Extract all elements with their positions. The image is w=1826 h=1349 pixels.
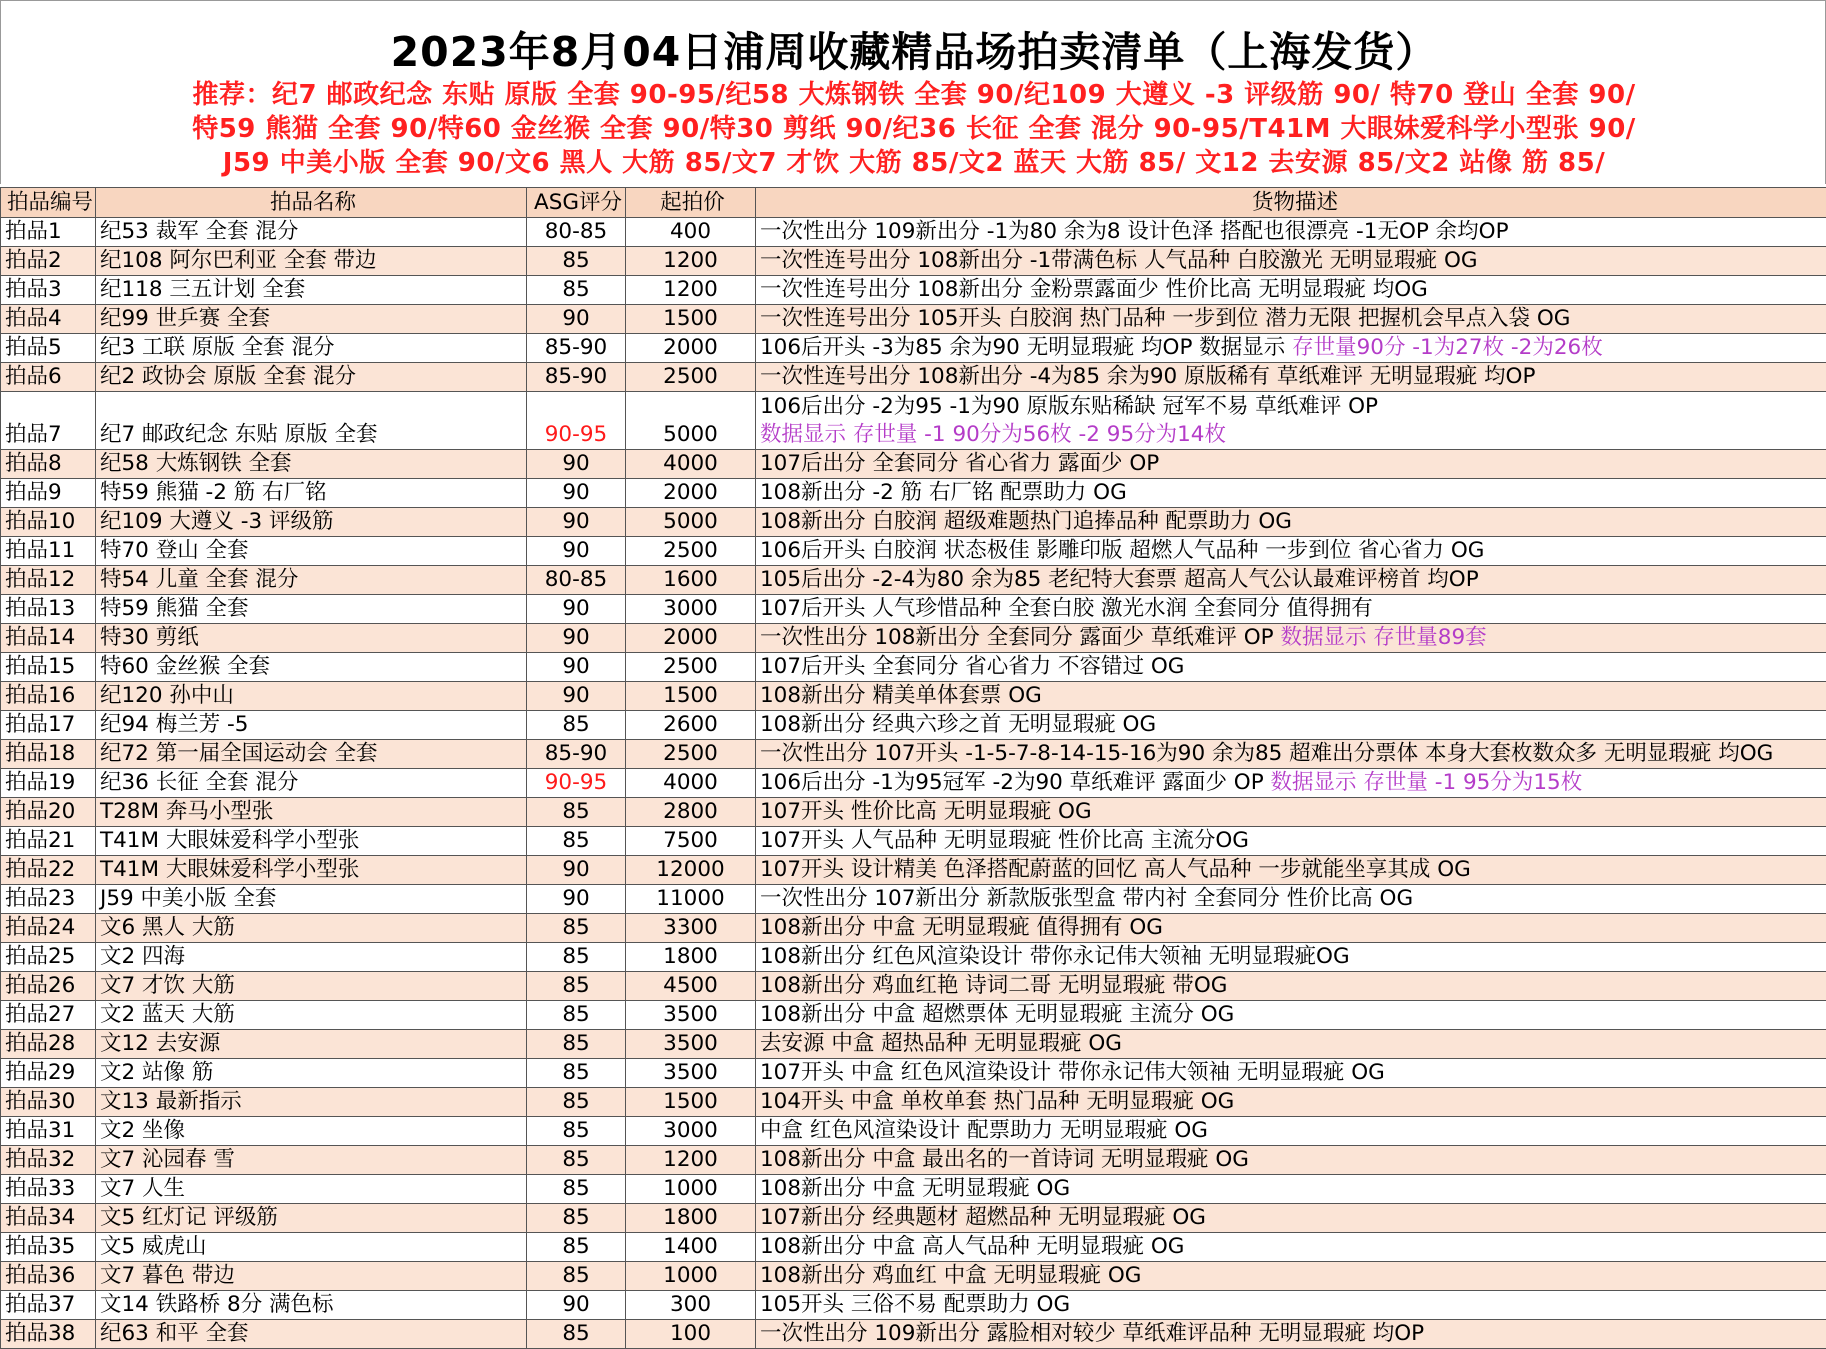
cell-description (756, 1262, 1826, 1291)
table-row (1, 450, 1826, 479)
cell-start-price: 400 (626, 218, 756, 247)
cell-lot-name: 纪7 邮政纪念 东贴 原版 全套 (96, 392, 527, 450)
header-start-price: 起拍价 (626, 188, 756, 218)
description-text: 一次性出分 107开头 -1-5-7-8-14-15-16为90 余为85 超难出分票体 本身大套枚数众多 无明显瑕疵 均OG (760, 741, 1773, 766)
cell-lot-name: 纪58 大炼钢铁 全套 (96, 450, 527, 479)
description-text: 107开头 设计精美 色泽搭配蔚蓝的回忆 高人气品种 一步就能坐享其成 OG (760, 857, 1471, 882)
table-row (1, 740, 1826, 769)
cell-asg-score: 90 (527, 1291, 626, 1320)
cell-lot-name: 特30 剪纸 (96, 624, 527, 653)
cell-lot-id: 拍品6 (1, 363, 96, 392)
cell-description (756, 1146, 1826, 1175)
cell-lot-id: 拍品16 (1, 682, 96, 711)
cell-asg-score: 85 (527, 1262, 626, 1291)
cell-lot-id: 拍品25 (1, 943, 96, 972)
cell-lot-id: 拍品18 (1, 740, 96, 769)
cell-description (756, 450, 1826, 479)
cell-start-price: 3500 (626, 1030, 756, 1059)
cell-lot-id: 拍品35 (1, 1233, 96, 1262)
cell-asg-score: 90 (527, 885, 626, 914)
cell-start-price: 1400 (626, 1233, 756, 1262)
description-text: 108新出分 鸡血红 中盒 无明显瑕疵 OG (760, 1263, 1141, 1288)
cell-lot-id: 拍品11 (1, 537, 96, 566)
cell-lot-name: T28M 奔马小型张 (96, 798, 527, 827)
cell-description (756, 624, 1826, 653)
recommend-line-1: 推荐：纪7 邮政纪念 东贴 原版 全套 90-95/纪58 大炼钢铁 全套 90/纪109 大遵义 -3 评级筋 90/ 特70 登山 全套 90/ (1, 74, 1826, 111)
description-text: 108新出分 经典六珍之首 无明显瑕疵 OG (760, 712, 1156, 737)
cell-description (756, 1204, 1826, 1233)
table-row (1, 537, 1826, 566)
cell-lot-id: 拍品12 (1, 566, 96, 595)
cell-lot-name: 特54 儿童 全套 混分 (96, 566, 527, 595)
description-text: 一次性连号出分 108新出分 -4为85 余为90 原版稀有 草纸难评 无明显瑕疵 均OP (760, 364, 1535, 389)
cell-description (756, 1059, 1826, 1088)
description-text: 106后开头 白胶润 状态极佳 影雕印版 超燃人气品种 一步到位 省心省力 OG (760, 538, 1484, 563)
cell-asg-score: 85 (527, 1146, 626, 1175)
cell-lot-name: 文7 才饮 大筋 (96, 972, 527, 1001)
data-note: 存世量90分 -1为27枚 -2为26枚 (1292, 335, 1603, 360)
header-lot-id: 拍品编号 (1, 188, 96, 218)
recommend-line-2: 特59 熊猫 全套 90/特60 金丝猴 全套 90/特30 剪纸 90/纪36 长征 全套 混分 90-95/T41M 大眼妹爱科学小型张 90/ (1, 108, 1826, 145)
cell-lot-id: 拍品31 (1, 1117, 96, 1146)
table-row (1, 1175, 1826, 1204)
cell-asg-score: 90 (527, 305, 626, 334)
table-row (1, 595, 1826, 624)
cell-description (756, 363, 1826, 392)
cell-lot-name: 文12 去安源 (96, 1030, 527, 1059)
cell-asg-score: 85 (527, 1059, 626, 1088)
cell-lot-name: T41M 大眼妹爱科学小型张 (96, 856, 527, 885)
cell-start-price: 1800 (626, 943, 756, 972)
cell-lot-name: 纪36 长征 全套 混分 (96, 769, 527, 798)
cell-lot-id: 拍品27 (1, 1001, 96, 1030)
description-text: 106后出分 -1为95冠军 -2为90 草纸难评 露面少 OP (760, 770, 1271, 795)
description-text: 107后开头 全套同分 省心省力 不容错过 OG (760, 654, 1184, 679)
cell-lot-id: 拍品30 (1, 1088, 96, 1117)
cell-asg-score: 85 (527, 943, 626, 972)
cell-lot-id: 拍品19 (1, 769, 96, 798)
cell-lot-id: 拍品17 (1, 711, 96, 740)
cell-lot-id: 拍品33 (1, 1175, 96, 1204)
description-text: 107开头 中盒 红色风渲染设计 带你永记伟大领袖 无明显瑕疵 OG (760, 1060, 1385, 1085)
auction-table (0, 187, 1826, 1349)
table-row (1, 914, 1826, 943)
cell-description (756, 711, 1826, 740)
cell-description (756, 653, 1826, 682)
cell-lot-id: 拍品2 (1, 247, 96, 276)
cell-asg-score: 80-85 (527, 566, 626, 595)
table-row (1, 566, 1826, 595)
cell-lot-id: 拍品23 (1, 885, 96, 914)
cell-lot-id: 拍品3 (1, 276, 96, 305)
cell-lot-name: 特70 登山 全套 (96, 537, 527, 566)
table-row (1, 334, 1826, 363)
cell-asg-score: 85 (527, 276, 626, 305)
cell-lot-name: 文2 四海 (96, 943, 527, 972)
cell-description (756, 885, 1826, 914)
table-row (1, 798, 1826, 827)
description-text: 108新出分 中盒 无明显瑕疵 OG (760, 1176, 1070, 1201)
description-text: 105开头 三俗不易 配票助力 OG (760, 1292, 1070, 1317)
cell-lot-name: 文14 铁路桥 8分 满色标 (96, 1291, 527, 1320)
table-row (1, 943, 1826, 972)
cell-lot-id: 拍品1 (1, 218, 96, 247)
cell-start-price: 4500 (626, 972, 756, 1001)
cell-asg-score: 85 (527, 798, 626, 827)
cell-description (756, 914, 1826, 943)
description-text: 一次性出分 109新出分 露脸相对较少 草纸难评品种 无明显瑕疵 均OP (760, 1321, 1424, 1346)
cell-lot-id: 拍品4 (1, 305, 96, 334)
cell-lot-name: T41M 大眼妹爱科学小型张 (96, 827, 527, 856)
cell-description (756, 479, 1826, 508)
cell-description (756, 1001, 1826, 1030)
description-text: 108新出分 精美单体套票 OG (760, 683, 1042, 708)
table-row (1, 769, 1826, 798)
cell-start-price: 1200 (626, 247, 756, 276)
cell-asg-score: 85 (527, 827, 626, 856)
cell-description (756, 1088, 1826, 1117)
cell-lot-name: 纪120 孙中山 (96, 682, 527, 711)
cell-start-price: 1200 (626, 1146, 756, 1175)
table-row (1, 1233, 1826, 1262)
description-text: 108新出分 中盒 高人气品种 无明显瑕疵 OG (760, 1234, 1184, 1259)
cell-lot-id: 拍品24 (1, 914, 96, 943)
cell-start-price: 1000 (626, 1262, 756, 1291)
cell-lot-name: 纪109 大遵义 -3 评级筋 (96, 508, 527, 537)
cell-lot-name: 纪3 工联 原版 全套 混分 (96, 334, 527, 363)
table-row (1, 392, 1826, 450)
table-row (1, 1320, 1826, 1349)
table-row (1, 856, 1826, 885)
cell-asg-score: 90 (527, 653, 626, 682)
cell-asg-score: 90 (527, 508, 626, 537)
data-note: 数据显示 存世量 -1 95分为15枚 (1271, 770, 1583, 795)
cell-start-price: 11000 (626, 885, 756, 914)
description-text: 中盒 红色风渲染设计 配票助力 无明显瑕疵 OG (760, 1118, 1208, 1143)
description-text: 105后出分 -2-4为80 余为85 老纪特大套票 超高人气公认最难评榜首 均OP (760, 567, 1479, 592)
description-text: 107开头 性价比高 无明显瑕疵 OG (760, 799, 1092, 824)
header-description: 货物描述 (756, 188, 1826, 218)
table-row (1, 624, 1826, 653)
cell-asg-score: 85-90 (527, 334, 626, 363)
cell-asg-score: 90 (527, 537, 626, 566)
table-row (1, 247, 1826, 276)
cell-lot-name: 纪118 三五计划 全套 (96, 276, 527, 305)
cell-description (756, 943, 1826, 972)
description-text: 107后出分 全套同分 省心省力 露面少 OP (760, 451, 1159, 476)
cell-asg-score: 80-85 (527, 218, 626, 247)
cell-description (756, 1291, 1826, 1320)
description-text: 108新出分 中盒 超燃票体 无明显瑕疵 主流分 OG (760, 1002, 1234, 1027)
cell-lot-id: 拍品8 (1, 450, 96, 479)
cell-lot-id: 拍品28 (1, 1030, 96, 1059)
description-text: 107后开头 人气珍惜品种 全套白胶 激光水润 全套同分 值得拥有 (760, 596, 1373, 621)
cell-asg-score: 90 (527, 450, 626, 479)
description-text: 107开头 人气品种 无明显瑕疵 性价比高 主流分OG (760, 828, 1249, 853)
table-row (1, 885, 1826, 914)
cell-description (756, 1175, 1826, 1204)
cell-lot-name: 文7 沁园春 雪 (96, 1146, 527, 1175)
cell-lot-id: 拍品20 (1, 798, 96, 827)
table-row (1, 1262, 1826, 1291)
cell-lot-name: 文13 最新指示 (96, 1088, 527, 1117)
cell-description (756, 1320, 1826, 1349)
cell-start-price: 1600 (626, 566, 756, 595)
cell-description (756, 682, 1826, 711)
cell-start-price: 2800 (626, 798, 756, 827)
table-row (1, 363, 1826, 392)
cell-lot-name: 纪99 世乒赛 全套 (96, 305, 527, 334)
cell-description (756, 334, 1826, 363)
cell-lot-id: 拍品7 (1, 392, 96, 450)
cell-asg-score: 90 (527, 595, 626, 624)
cell-lot-name: 纪108 阿尔巴利亚 全套 带边 (96, 247, 527, 276)
cell-lot-id: 拍品13 (1, 595, 96, 624)
cell-description (756, 1030, 1826, 1059)
cell-lot-id: 拍品15 (1, 653, 96, 682)
cell-start-price: 300 (626, 1291, 756, 1320)
cell-asg-score: 85 (527, 1204, 626, 1233)
cell-start-price: 3500 (626, 1059, 756, 1088)
cell-asg-score: 85 (527, 1233, 626, 1262)
data-note: 数据显示 存世量 -1 90分为56枚 -2 95分为14枚 (760, 422, 1226, 447)
cell-lot-id: 拍品9 (1, 479, 96, 508)
cell-asg-score: 90 (527, 624, 626, 653)
cell-description (756, 1117, 1826, 1146)
cell-start-price: 4000 (626, 769, 756, 798)
cell-lot-id: 拍品37 (1, 1291, 96, 1320)
table-row (1, 711, 1826, 740)
table-row (1, 1030, 1826, 1059)
cell-asg-score: 85 (527, 1175, 626, 1204)
data-note: 数据显示 存世量89套 (1280, 625, 1486, 650)
description-text: 106后开头 -3为85 余为90 无明显瑕疵 均OP 数据显示 (760, 335, 1292, 360)
cell-asg-score: 85 (527, 1088, 626, 1117)
sheet-header (0, 0, 1826, 184)
table-row (1, 218, 1826, 247)
cell-start-price: 1000 (626, 1175, 756, 1204)
table-row (1, 1204, 1826, 1233)
table-row (1, 653, 1826, 682)
table-body (1, 218, 1826, 1349)
cell-description (756, 1233, 1826, 1262)
cell-start-price: 4000 (626, 450, 756, 479)
cell-lot-name: 特60 金丝猴 全套 (96, 653, 527, 682)
cell-lot-id: 拍品36 (1, 1262, 96, 1291)
cell-description (756, 305, 1826, 334)
cell-asg-score: 90-95 (527, 392, 626, 450)
description-text: 104开头 中盒 单枚单套 热门品种 无明显瑕疵 OG (760, 1089, 1234, 1114)
cell-asg-score: 90 (527, 479, 626, 508)
cell-lot-name: 文2 坐像 (96, 1117, 527, 1146)
table-row (1, 1117, 1826, 1146)
cell-description (756, 247, 1826, 276)
cell-start-price: 2600 (626, 711, 756, 740)
cell-lot-name: 纪53 裁军 全套 混分 (96, 218, 527, 247)
cell-start-price: 12000 (626, 856, 756, 885)
cell-description (756, 566, 1826, 595)
cell-lot-name: 文2 蓝天 大筋 (96, 1001, 527, 1030)
table-row (1, 1088, 1826, 1117)
cell-lot-name: 文6 黑人 大筋 (96, 914, 527, 943)
page-title: 2023年8月04日浦周收藏精品场拍卖清单（上海发货） (1, 19, 1826, 78)
table-header-row (1, 188, 1826, 218)
cell-start-price: 100 (626, 1320, 756, 1349)
cell-asg-score: 85-90 (527, 740, 626, 769)
cell-asg-score: 85 (527, 1117, 626, 1146)
description-text: 108新出分 中盒 最出名的一首诗词 无明显瑕疵 OG (760, 1147, 1249, 1172)
table-row (1, 1291, 1826, 1320)
cell-lot-name: 文7 暮色 带边 (96, 1262, 527, 1291)
cell-start-price: 2000 (626, 624, 756, 653)
cell-lot-id: 拍品14 (1, 624, 96, 653)
recommend-line-3: J59 中美小版 全套 90/文6 黑人 大筋 85/文7 才饮 大筋 85/文2 蓝天 大筋 85/ 文12 去安源 85/文2 站像 筋 85/ (1, 142, 1826, 179)
description-text: 一次性连号出分 105开头 白胶润 热门品种 一步到位 潜力无限 把握机会早点入袋 OG (760, 306, 1570, 331)
table-row (1, 682, 1826, 711)
cell-start-price: 7500 (626, 827, 756, 856)
description-text: 一次性连号出分 108新出分 -1带满色标 人气品种 白胶激光 无明显瑕疵 OG (760, 248, 1478, 273)
cell-start-price: 1500 (626, 682, 756, 711)
cell-start-price: 1500 (626, 1088, 756, 1117)
cell-lot-id: 拍品32 (1, 1146, 96, 1175)
cell-lot-name: 文7 人生 (96, 1175, 527, 1204)
cell-lot-name: 纪94 梅兰芳 -5 (96, 711, 527, 740)
cell-lot-id: 拍品29 (1, 1059, 96, 1088)
cell-lot-id: 拍品34 (1, 1204, 96, 1233)
cell-start-price: 3000 (626, 595, 756, 624)
table-row (1, 827, 1826, 856)
table-row (1, 972, 1826, 1001)
cell-lot-name: 文2 站像 筋 (96, 1059, 527, 1088)
cell-asg-score: 85 (527, 711, 626, 740)
cell-lot-name: 纪72 第一届全国运动会 全套 (96, 740, 527, 769)
cell-start-price: 5000 (626, 508, 756, 537)
cell-lot-name: 纪63 和平 全套 (96, 1320, 527, 1349)
cell-lot-name: 特59 熊猫 全套 (96, 595, 527, 624)
cell-description (756, 769, 1826, 798)
description-text: 108新出分 鸡血红艳 诗词二哥 无明显瑕疵 带OG (760, 973, 1227, 998)
table-row (1, 276, 1826, 305)
cell-start-price: 2500 (626, 740, 756, 769)
cell-lot-name: J59 中美小版 全套 (96, 885, 527, 914)
cell-lot-id: 拍品22 (1, 856, 96, 885)
cell-asg-score: 85-90 (527, 363, 626, 392)
cell-asg-score: 90 (527, 682, 626, 711)
cell-lot-id: 拍品38 (1, 1320, 96, 1349)
description-text: 一次性出分 109新出分 -1为80 余为8 设计色泽 搭配也很漂亮 -1无OP 余均OP (760, 219, 1509, 244)
description-text: 一次性出分 107新出分 新款版张型盒 带内衬 全套同分 性价比高 OG (760, 886, 1413, 911)
description-text: 106后出分 -2为95 -1为90 原版东贴稀缺 冠军不易 草纸难评 OP (760, 394, 1378, 419)
cell-description (756, 827, 1826, 856)
cell-lot-name: 文5 威虎山 (96, 1233, 527, 1262)
description-text: 107新出分 经典题材 超燃品种 无明显瑕疵 OG (760, 1205, 1206, 1230)
header-lot-name: 拍品名称 (96, 188, 527, 218)
cell-asg-score: 85 (527, 914, 626, 943)
cell-start-price: 1500 (626, 305, 756, 334)
table-row (1, 1059, 1826, 1088)
description-text: 108新出分 红色风渲染设计 带你永记伟大领袖 无明显瑕疵OG (760, 944, 1350, 969)
description-text: 108新出分 中盒 无明显瑕疵 值得拥有 OG (760, 915, 1163, 940)
cell-description (756, 798, 1826, 827)
description-text: 108新出分 -2 筋 右厂铭 配票助力 OG (760, 480, 1127, 505)
cell-description (756, 276, 1826, 305)
cell-start-price: 2000 (626, 479, 756, 508)
cell-asg-score: 85 (527, 1320, 626, 1349)
description-text: 一次性连号出分 108新出分 金粉票露面少 性价比高 无明显瑕疵 均OG (760, 277, 1428, 302)
cell-lot-id: 拍品5 (1, 334, 96, 363)
cell-asg-score: 90 (527, 856, 626, 885)
cell-start-price: 1800 (626, 1204, 756, 1233)
cell-start-price: 3300 (626, 914, 756, 943)
description-text: 一次性出分 108新出分 全套同分 露面少 草纸难评 OP (760, 625, 1280, 650)
cell-asg-score: 90-95 (527, 769, 626, 798)
cell-lot-name: 文5 红灯记 评级筋 (96, 1204, 527, 1233)
table-row (1, 1146, 1826, 1175)
description-text: 108新出分 白胶润 超级难题热门追捧品种 配票助力 OG (760, 509, 1292, 534)
cell-asg-score: 85 (527, 247, 626, 276)
cell-lot-id: 拍品21 (1, 827, 96, 856)
cell-lot-name: 特59 熊猫 -2 筋 右厂铭 (96, 479, 527, 508)
cell-description (756, 972, 1826, 1001)
cell-start-price: 2000 (626, 334, 756, 363)
cell-description (756, 856, 1826, 885)
cell-start-price: 2500 (626, 537, 756, 566)
cell-lot-id: 拍品10 (1, 508, 96, 537)
cell-description (756, 537, 1826, 566)
cell-description (756, 392, 1826, 450)
cell-asg-score: 85 (527, 1030, 626, 1059)
cell-start-price: 3000 (626, 1117, 756, 1146)
cell-asg-score: 85 (527, 1001, 626, 1030)
table-row (1, 508, 1826, 537)
cell-description (756, 218, 1826, 247)
cell-description (756, 595, 1826, 624)
cell-start-price: 1200 (626, 276, 756, 305)
cell-asg-score: 85 (527, 972, 626, 1001)
cell-start-price: 2500 (626, 653, 756, 682)
cell-lot-name: 纪2 政协会 原版 全套 混分 (96, 363, 527, 392)
cell-start-price: 5000 (626, 392, 756, 450)
cell-description (756, 740, 1826, 769)
header-asg-score: ASG评分 (527, 188, 626, 218)
cell-start-price: 3500 (626, 1001, 756, 1030)
description-text: 去安源 中盒 超热品种 无明显瑕疵 OG (760, 1031, 1122, 1056)
cell-description (756, 508, 1826, 537)
cell-start-price: 2500 (626, 363, 756, 392)
cell-lot-id: 拍品26 (1, 972, 96, 1001)
table-row (1, 305, 1826, 334)
table-row (1, 1001, 1826, 1030)
table-row (1, 479, 1826, 508)
